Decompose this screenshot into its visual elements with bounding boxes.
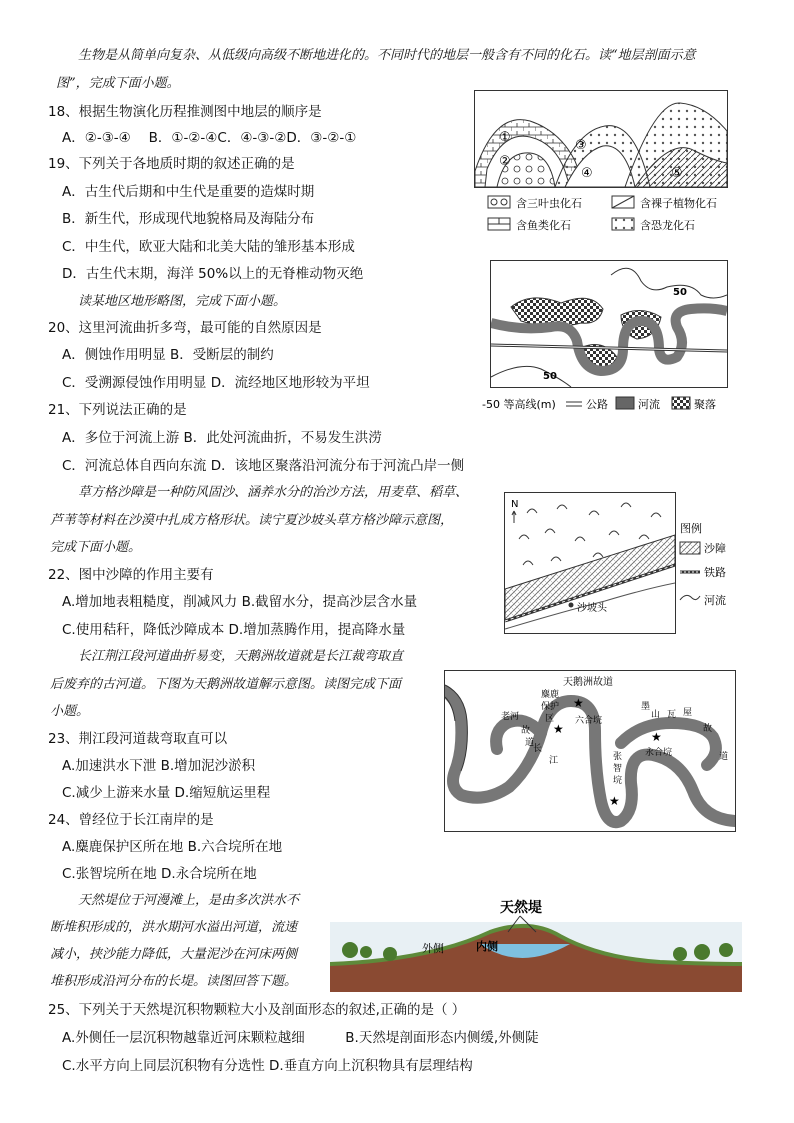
jiang-label: 江 (549, 756, 559, 766)
shapotou-label: 沙坡头 (577, 603, 607, 614)
intro-line-6d: 堆积形成沿河分布的长堤。读图回答下题。 (50, 974, 298, 989)
legend-road: 公路 (586, 398, 608, 411)
question-25-ab: A.外侧任一层沉积物越靠近河床颗粒越细 B.天然堤剖面形态内侧缓,外侧陡 (62, 1030, 539, 1046)
north-label: N (511, 499, 519, 510)
dao-label: 道 (525, 738, 535, 748)
layer-label-2: ② (499, 154, 511, 169)
liuhe-label: 六合垸 (575, 716, 603, 726)
intro-line-5a: 长江荆江段河道曲折易变，天鹅洲故道就是长江裁弯取直 (78, 649, 404, 664)
intro-line-6c: 减小，挟沙能力降低，大量泥沙在河床两侧 (50, 947, 298, 962)
intro-line-5b: 后废弃的古河道。下图为天鹅洲故道解示意图。读图完成下面 (50, 677, 402, 692)
legend-contour: -50 等高线(m) (482, 398, 556, 411)
question-23: 23、荆江段河道裁弯取直可以 (48, 731, 228, 747)
levee-title: 天然堤 (500, 900, 542, 916)
moshan-label-1: 墨 (641, 702, 651, 712)
legend-dinosaur: 含恐龙化石 (640, 219, 695, 232)
reserve-label-1: 麋鹿 (541, 690, 560, 700)
question-24-ab: A.麋鹿保护区所在地 B.六合垸所在地 (62, 839, 283, 855)
question-20-ab: A．侧蚀作用明显 B．受断层的制约 (62, 347, 274, 363)
legend-trilobite: 含三叶虫化石 (516, 197, 582, 210)
layer-label-4: ④ (581, 166, 593, 181)
moshan-label-2: 山 (651, 710, 661, 720)
legend-barrier: 沙障 (704, 542, 726, 555)
oxbow-title: 天鹅洲故道 (563, 677, 613, 688)
legend-settlement: 聚落 (694, 398, 716, 411)
zhangzhi-star-icon: ★ (609, 794, 620, 808)
liuhe-star-icon: ★ (573, 696, 584, 710)
chang-label: 长 (533, 744, 543, 754)
reserve-label-3: 区 (545, 714, 555, 724)
intro-line-4b: 芦苇等材料在沙漠中扎成方格形状。读宁夏沙坡头草方格沙障示意图， (50, 513, 454, 528)
legend-railway: 铁路 (704, 566, 726, 579)
sand-barrier-map-figure (504, 492, 676, 634)
question-21-ab: A．多位于河流上游 B．此处河流曲折，不易发生洪涝 (62, 430, 382, 446)
contour-label-top: 50 (673, 287, 687, 298)
intro-line-5c: 小题。 (50, 704, 90, 719)
gu-right-label: 故 (703, 724, 713, 734)
laohe-label: 老河 (501, 712, 520, 722)
question-18: 18、根据生物演化历程推测图中地层的顺序是 (48, 104, 322, 120)
layer-label-5: ⑤ (671, 166, 683, 181)
question-19-b: B．新生代，形成现代地貌格局及海陆分布 (62, 211, 315, 227)
intro-line-3: 读某地区地形略图，完成下面小题。 (78, 294, 287, 309)
dao-right-label: 道 (719, 752, 729, 762)
question-19-d: D．古生代末期，海洋 50%以上的无脊椎动物灭绝 (62, 266, 364, 282)
legend-river: 河流 (638, 398, 660, 411)
question-18-options: A．②-③-④ B．①-②-④C．④-③-②D．③-②-① (62, 130, 357, 146)
layer-label-1: ① (499, 130, 511, 145)
wawu-label-1: 瓦 (667, 710, 677, 720)
question-22-ab: A.增加地表粗糙度，削减风力 B.截留水分，提高沙层含水量 (62, 594, 418, 610)
zhi-label: 智 (613, 764, 623, 774)
question-25: 25、下列关于天然堤沉积物颗粒大小及剖面形态的叙述,正确的是（ ） (48, 1002, 466, 1018)
question-23-ab: A.加速洪水下泄 B.增加泥沙淤积 (62, 758, 256, 774)
legend-fish: 含鱼类化石 (516, 219, 571, 232)
strata-legend (484, 192, 734, 236)
question-24-cd: C.张智垸所在地 D.永合垸所在地 (62, 866, 257, 882)
levee-outer-label: 外侧 (422, 942, 444, 955)
intro-line-4c: 完成下面小题。 (50, 540, 142, 555)
question-20: 20、这里河流曲折多弯，最可能的自然原因是 (48, 320, 322, 336)
meander-map-figure (490, 260, 728, 388)
yonghe-star-icon: ★ (651, 730, 662, 744)
strata-profile-figure (474, 90, 728, 188)
layer-label-3: ③ (575, 138, 587, 153)
legend-river-3: 河流 (704, 594, 726, 607)
intro-line-2: 图”，完成下面小题。 (56, 76, 180, 91)
legend-title: 图例 (680, 522, 702, 535)
intro-line-1: 生物是从简单向复杂、从低级向高级不断地进化的。不同时代的地层一般含有不同的化石。读“地层剖面示意 (78, 48, 696, 63)
question-19: 19、下列关于各地质时期的叙述正确的是 (48, 156, 295, 172)
natural-levee-figure (330, 892, 742, 992)
question-24: 24、曾经位于长江南岸的是 (48, 812, 214, 828)
question-20-cd: C．受溯源侵蚀作用明显 D．流经地区地形较为平坦 (62, 375, 370, 391)
question-22-cd: C.使用秸秆，降低沙障成本 D.增加蒸腾作用，提高降水量 (62, 622, 406, 638)
levee-inner-label: 内侧 (476, 940, 498, 953)
meander-legend (482, 394, 742, 414)
question-25-cd: C.水平方向上同层沉积物有分选性 D.垂直方向上沉积物具有层理结构 (62, 1058, 473, 1074)
intro-line-4a: 草方格沙障是一种防风固沙、涵养水分的治沙方法，用麦草、稻草、 (78, 485, 469, 500)
yuan-label: 垸 (613, 776, 623, 786)
zhang-label: 张 (613, 752, 623, 762)
question-21-cd: C．河流总体自西向东流 D．该地区聚落沿河流分布于河流凸岸一侧 (62, 458, 465, 474)
yonghe-label: 永合垸 (645, 748, 673, 758)
question-19-a: A．古生代后期和中生代是重要的造煤时期 (62, 184, 315, 200)
gu-label: 故 (521, 726, 531, 736)
question-23-cd: C.减少上游来水量 D.缩短航运里程 (62, 785, 271, 801)
question-22: 22、图中沙障的作用主要有 (48, 567, 214, 583)
contour-label-bottom: 50 (543, 371, 557, 382)
question-21: 21、下列说法正确的是 (48, 402, 187, 418)
reserve-label-2: 保护 (541, 702, 560, 712)
reserve-star-icon: ★ (553, 722, 564, 736)
intro-line-6a: 天然堤位于河漫滩上，是由多次洪水不 (78, 893, 300, 908)
legend-gymnosperm: 含裸子植物化石 (640, 197, 717, 210)
intro-line-6b: 断堆积形成的，洪水期河水溢出河道，流速 (50, 920, 298, 935)
sand-barrier-legend (678, 520, 748, 616)
oxbow-map-figure (444, 670, 736, 832)
wawu-label-2: 屋 (683, 708, 693, 718)
question-19-c: C．中生代，欧亚大陆和北美大陆的雏形基本形成 (62, 239, 355, 255)
